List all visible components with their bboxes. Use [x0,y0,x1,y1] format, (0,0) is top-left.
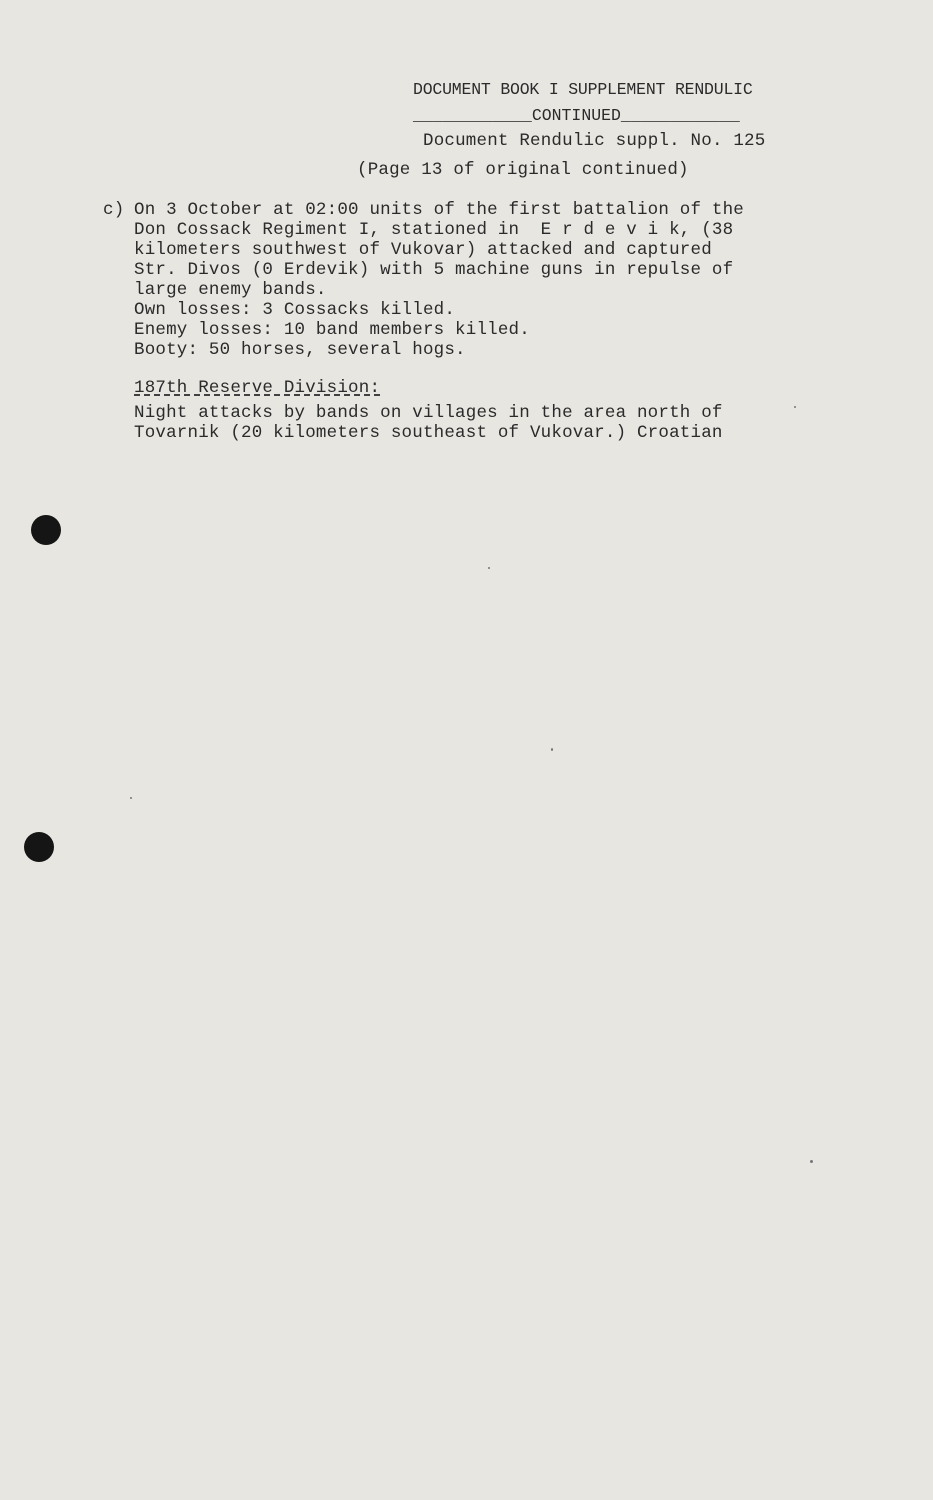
paper-speck [130,797,132,799]
section-marker: c) [103,200,125,220]
body-line: Str. Divos (0 Erdevik) with 5 machine guns in repulse of [134,260,734,280]
body-line: Night attacks by bands on villages in the area north of [134,403,723,423]
body-line: Don Cossack Regiment I, stationed in E r d e v i k, (38 [134,220,734,240]
punch-hole-upper [31,515,61,545]
own-losses-line: Own losses: 3 Cossacks killed. [134,300,456,320]
body-line: On 3 October at 02:00 units of the first battalion of the [134,200,744,220]
page-reference: (Page 13 of original continued) [357,160,689,180]
document-reference: Document Rendulic suppl. No. 125 [423,131,766,151]
paper-speck [794,406,796,408]
paper-speck [488,567,490,569]
body-line: large enemy bands. [134,280,327,300]
booty-line: Booty: 50 horses, several hogs. [134,340,466,360]
document-book-title: DOCUMENT BOOK I SUPPLEMENT RENDULIC [413,80,753,99]
paper-speck [810,1160,813,1163]
division-heading: 187th Reserve Division: [134,378,381,398]
body-line: Tovarnik (20 kilometers southeast of Vukovar.) Croatian [134,423,723,443]
enemy-losses-line: Enemy losses: 10 band members killed. [134,320,530,340]
body-line: kilometers southwest of Vukovar) attacked and captured [134,240,712,260]
paper-speck [551,748,553,751]
punch-hole-lower [24,832,54,862]
continued-line: ____________CONTINUED____________ [413,106,740,125]
